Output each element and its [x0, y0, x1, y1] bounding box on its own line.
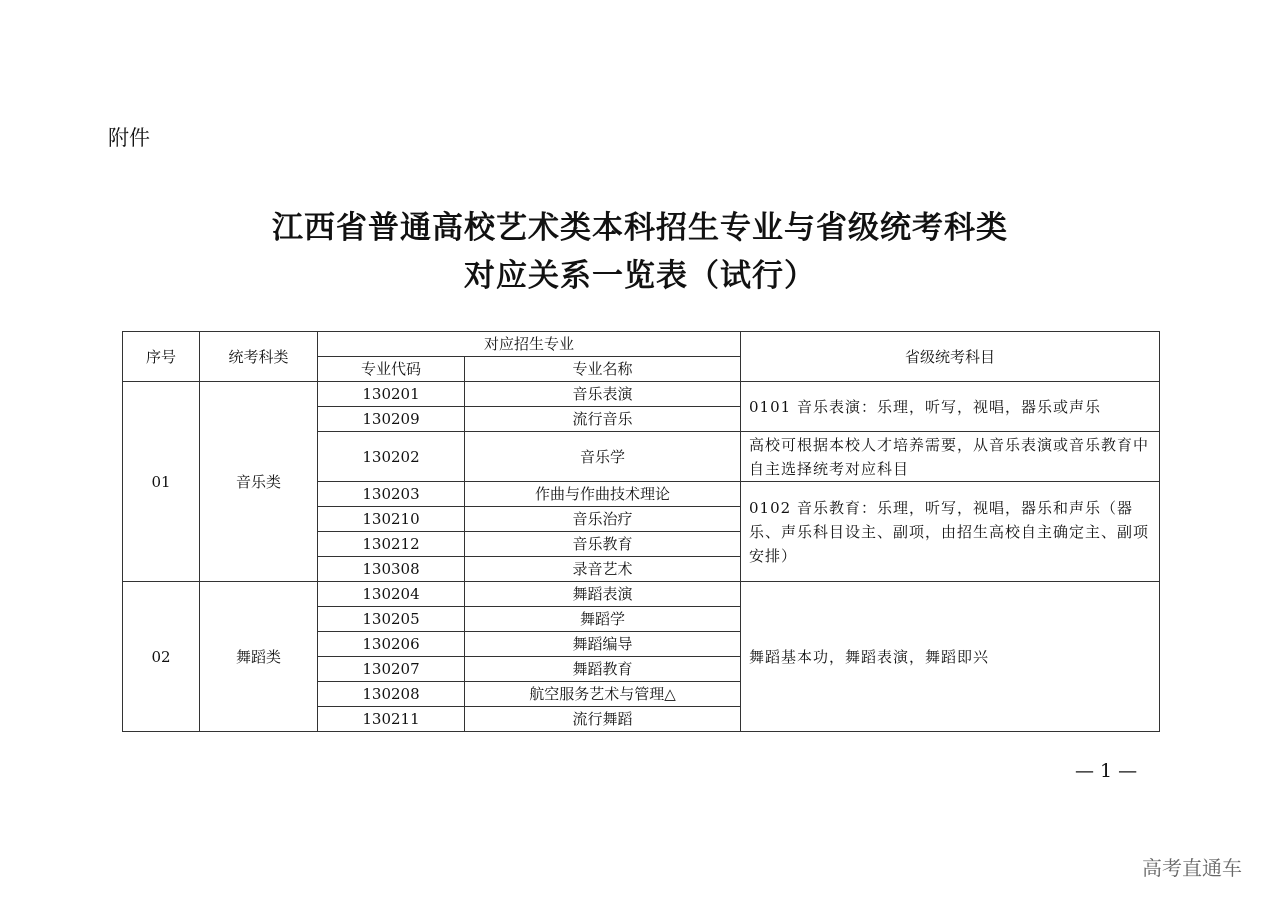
header-exam-subjects: 省级统考科目 [741, 332, 1160, 382]
group-category: 音乐类 [200, 382, 318, 582]
group-seq: 01 [123, 382, 200, 582]
major-code: 130208 [318, 682, 465, 707]
table-row [123, 582, 1160, 607]
major-name: 音乐教育 [465, 532, 741, 557]
document-title-line1: 江西省普通高校艺术类本科招生专业与省级统考科类 [272, 210, 1008, 246]
subject-note: 高校可根据本校人才培养需要，从音乐表演或音乐教育中自主选择统考对应科目 [741, 432, 1160, 482]
major-code: 130201 [318, 382, 465, 407]
header-exam-category: 统考科类 [200, 332, 318, 382]
header-major-code: 专业代码 [318, 357, 465, 382]
major-name: 音乐表演 [465, 382, 741, 407]
major-name: 流行舞蹈 [465, 707, 741, 732]
major-code: 130206 [318, 632, 465, 657]
major-name: 录音艺术 [465, 557, 741, 582]
major-name: 音乐学 [465, 432, 741, 482]
header-major-name: 专业名称 [465, 357, 741, 382]
major-code: 130203 [318, 482, 465, 507]
table-row [123, 382, 1160, 407]
subject-note: 0101 音乐表演：乐理，听写，视唱，器乐或声乐 [741, 382, 1160, 432]
major-name: 流行音乐 [465, 407, 741, 432]
major-name: 航空服务艺术与管理△ [465, 682, 741, 707]
major-code: 130210 [318, 507, 465, 532]
major-code: 130204 [318, 582, 465, 607]
major-name: 舞蹈教育 [465, 657, 741, 682]
major-code: 130207 [318, 657, 465, 682]
subject-note: 舞蹈基本功，舞蹈表演，舞蹈即兴 [741, 582, 1160, 732]
group-category: 舞蹈类 [200, 582, 318, 732]
subject-note: 0102 音乐教育：乐理，听写，视唱，器乐和声乐（器乐、声乐科目设主、副项，由招生高校自主确定主、副项安排） [741, 482, 1160, 582]
header-seq: 序号 [123, 332, 200, 382]
major-code: 130209 [318, 407, 465, 432]
major-code: 130212 [318, 532, 465, 557]
major-name: 舞蹈学 [465, 607, 741, 632]
major-code: 130211 [318, 707, 465, 732]
document-title-line2: 对应关系一览表（试行） [464, 258, 816, 294]
major-name: 舞蹈表演 [465, 582, 741, 607]
header-major-group: 对应招生专业 [318, 332, 741, 357]
major-name: 舞蹈编导 [465, 632, 741, 657]
major-name: 作曲与作曲技术理论 [465, 482, 741, 507]
major-code: 130308 [318, 557, 465, 582]
major-name: 音乐治疗 [465, 507, 741, 532]
major-subject-table [122, 331, 1160, 732]
group-seq: 02 [123, 582, 200, 732]
page-number: — 1 — [1075, 760, 1138, 782]
source-watermark: 高考直通车 [1142, 856, 1242, 880]
attachment-label: 附件 [108, 126, 150, 150]
major-code: 130205 [318, 607, 465, 632]
major-code: 130202 [318, 432, 465, 482]
